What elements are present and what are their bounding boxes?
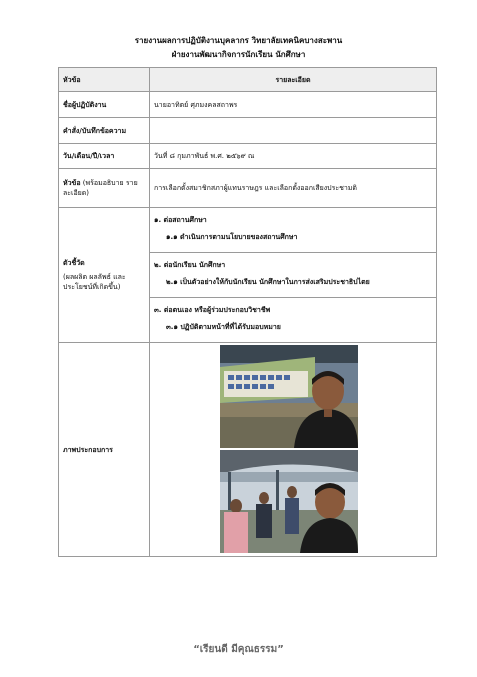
indicator-2: ๒. ต่อนักเรียน นักศึกษา [154, 260, 226, 269]
table-row [59, 169, 437, 208]
indicator-1-cell [150, 208, 437, 253]
photos-row [59, 343, 437, 557]
header-detail: รายละเอียด [150, 68, 437, 92]
indicator-note: (ผลผลิต ผลลัพธ์ และประโยชน์ที่เกิดขึ้น) [63, 273, 126, 291]
operator-value: นายอาทิตย์ ศุภมงคลสถาพร [150, 92, 437, 118]
photos-label: ภาพประกอบการ [59, 343, 150, 557]
order-label: คำสั่ง/บันทึกข้อความ [59, 118, 150, 144]
order-value [150, 118, 437, 144]
date-value: วันที่ ๘ กุมภาพันธ์ พ.ศ. ๒๕๖๙ ณ [150, 144, 437, 169]
operator-label: ชื่อผู้ปฏิบัติงาน [59, 92, 150, 118]
activity-photo-2 [220, 450, 358, 553]
indicator-3-cell [150, 298, 437, 343]
topic-label-cell [59, 169, 150, 208]
report-title: รายงานผลการปฏิบัติงานบุคลากร วิทยาลัยเทคนิคบางสะพาน [134, 36, 343, 45]
indicator-1-1: ๑.๑ ดำเนินการตามนโยบายของสถานศึกษา [166, 232, 298, 241]
table-header-row [59, 68, 437, 92]
activity-photo-1 [220, 345, 358, 448]
indicator-2-cell [150, 253, 437, 298]
header-topic: หัวข้อ [59, 68, 150, 92]
table-row [59, 92, 437, 118]
indicator-2-1: ๒.๑ เป็นตัวอย่างให้กับนักเรียน นักศึกษาในการส่งเสริมประชาธิปไตย [166, 277, 370, 286]
report-table [58, 67, 437, 557]
indicator-1: ๑. ต่อสถานศึกษา [154, 215, 207, 224]
report-subtitle: ฝ่ายงานพัฒนากิจการนักเรียน นักศึกษา [171, 50, 306, 59]
table-row [59, 144, 437, 169]
topic-value: การเลือกตั้งสมาชิกสภาผู้แทนราษฎร และเลือกตั้งออกเสียงประชามติ [150, 169, 437, 208]
footer-motto: “เรียนดี มีคุณธรรม” [193, 644, 284, 655]
indicator-row-1 [59, 208, 437, 253]
topic-label: หัวข้อ [63, 179, 81, 187]
topic-note: (พร้อมอธิบาย รายละเอียด) [63, 179, 138, 197]
indicator-label-cell [59, 208, 150, 343]
indicator-label: ตัวชี้วัด [63, 259, 85, 267]
date-label: วัน/เดือน/ปี/เวลา [59, 144, 150, 169]
photo-2-illustration [220, 450, 358, 553]
photos-cell [150, 343, 437, 557]
indicator-3: ๓. ต่อตนเอง หรือผู้ร่วมประกอบวิชาชีพ [154, 305, 271, 314]
photo-1-illustration [220, 345, 358, 448]
indicator-3-1: ๓.๑ ปฏิบัติตามหน้าที่ที่ได้รับมอบหมาย [166, 322, 281, 331]
table-row [59, 118, 437, 144]
